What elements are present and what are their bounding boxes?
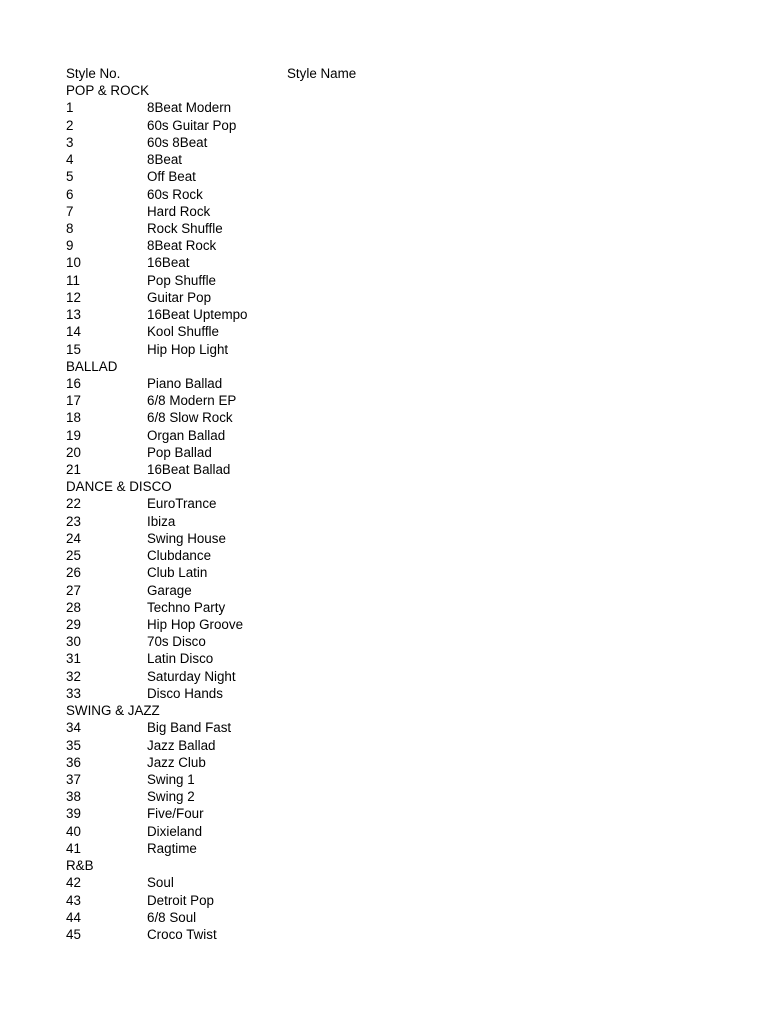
style-name: 6/8 Modern EP [147, 393, 237, 409]
style-row [66, 909, 666, 926]
style-name: Latin Disco [147, 651, 214, 667]
style-row [66, 461, 666, 478]
category-row [66, 857, 666, 874]
style-row [66, 289, 666, 306]
style-number: 14 [66, 324, 81, 340]
style-number: 36 [66, 754, 81, 770]
style-number: 8 [66, 220, 74, 236]
style-row [66, 633, 666, 650]
style-number: 27 [66, 582, 81, 598]
style-number: 45 [66, 926, 81, 942]
style-number: 33 [66, 685, 81, 701]
style-number: 6 [66, 186, 74, 202]
style-number: 28 [66, 599, 81, 615]
category-label: POP & ROCK [66, 83, 150, 99]
style-row [66, 926, 666, 943]
style-number: 40 [66, 823, 81, 839]
style-name: 16Beat Uptempo [147, 307, 248, 323]
style-number: 22 [66, 496, 81, 512]
style-row [66, 788, 666, 805]
style-number: 39 [66, 806, 81, 822]
style-row [66, 719, 666, 736]
style-name: Pop Shuffle [147, 272, 216, 288]
style-number: 10 [66, 255, 81, 271]
style-name: Detroit Pop [147, 892, 214, 908]
style-name: Five/Four [147, 806, 204, 822]
style-name: Swing 2 [147, 789, 195, 805]
category-row [66, 82, 666, 99]
category-row [66, 702, 666, 719]
style-number: 9 [66, 238, 74, 254]
style-name: Piano Ballad [147, 375, 223, 391]
style-number: 2 [66, 117, 74, 133]
style-name: 60s Rock [147, 186, 203, 202]
style-row [66, 599, 666, 616]
style-name: Off Beat [147, 169, 196, 185]
style-row [66, 564, 666, 581]
style-number: 4 [66, 152, 74, 168]
style-name: Pop Ballad [147, 444, 212, 460]
style-number: 16 [66, 375, 81, 391]
style-name: Jazz Ballad [147, 737, 216, 753]
style-row [66, 892, 666, 909]
style-name: 60s 8Beat [147, 134, 208, 150]
style-name: Techno Party [147, 599, 226, 615]
style-name: Hip Hop Groove [147, 617, 244, 632]
style-name: Big Band Fast [147, 720, 232, 736]
style-name: 8Beat Modern [147, 100, 232, 116]
style-row [66, 254, 666, 271]
style-name: 8Beat [147, 152, 182, 168]
style-number: 34 [66, 720, 81, 736]
style-no-header: Style No. [66, 66, 121, 81]
style-number: 20 [66, 444, 81, 460]
style-number: 21 [66, 462, 81, 478]
style-row [66, 203, 666, 220]
category-label: BALLAD [66, 358, 118, 374]
category-row [66, 358, 666, 375]
style-name: 16Beat Ballad [147, 462, 231, 478]
style-name: 60s Guitar Pop [147, 117, 237, 133]
style-name: EuroTrance [147, 496, 217, 512]
style-number: 26 [66, 565, 81, 581]
style-number: 19 [66, 427, 81, 443]
style-number: 41 [66, 840, 81, 856]
style-number: 32 [66, 668, 81, 684]
style-name: 6/8 Slow Rock [147, 410, 233, 426]
style-row [66, 530, 666, 547]
style-name: Guitar Pop [147, 289, 212, 305]
style-row [66, 117, 666, 134]
style-number: 5 [66, 169, 74, 185]
style-name: Rock Shuffle [147, 220, 223, 236]
style-row [66, 272, 666, 289]
style-row [66, 186, 666, 203]
style-name: Swing 1 [147, 771, 195, 787]
style-number: 38 [66, 789, 81, 805]
style-number: 43 [66, 892, 81, 908]
style-number: 7 [66, 203, 74, 219]
style-row [66, 220, 666, 237]
category-label: R&B [66, 858, 94, 874]
style-row [66, 685, 666, 702]
style-name: 6/8 Soul [147, 909, 197, 925]
style-name: Kool Shuffle [147, 324, 219, 340]
style-row [66, 582, 666, 599]
style-name-header: Style Name [287, 66, 357, 81]
style-name: Dixieland [147, 823, 203, 839]
style-row [66, 151, 666, 168]
style-row [66, 823, 666, 840]
style-number: 42 [66, 875, 81, 891]
style-row [66, 547, 666, 564]
style-name: Disco Hands [147, 685, 223, 701]
style-number: 15 [66, 341, 81, 357]
style-name: Jazz Club [147, 754, 206, 770]
style-row [66, 805, 666, 822]
style-row [66, 409, 666, 426]
style-number: 37 [66, 771, 81, 787]
style-number: 12 [66, 289, 81, 305]
style-number: 30 [66, 634, 81, 650]
style-name: Clubdance [147, 548, 212, 564]
style-row [66, 495, 666, 512]
style-number: 29 [66, 617, 81, 632]
style-row [66, 650, 666, 667]
style-name: Ragtime [147, 840, 197, 856]
style-number: 31 [66, 651, 81, 667]
style-row [66, 668, 666, 685]
style-row [66, 323, 666, 340]
style-name: Croco Twist [147, 926, 217, 942]
style-number: 23 [66, 513, 81, 529]
style-row [66, 341, 666, 358]
style-name: Garage [147, 582, 192, 598]
style-number: 25 [66, 548, 81, 564]
header-row [66, 65, 666, 82]
category-label: SWING & JAZZ [66, 703, 160, 719]
style-name: Club Latin [147, 565, 208, 581]
style-name: Soul [147, 875, 174, 891]
style-row [66, 737, 666, 754]
style-row [66, 840, 666, 857]
style-name: Ibiza [147, 513, 176, 529]
style-name: Saturday Night [147, 668, 236, 684]
style-row [66, 754, 666, 771]
style-name: Hard Rock [147, 203, 211, 219]
style-row [66, 392, 666, 409]
style-row [66, 444, 666, 461]
style-name: Organ Ballad [147, 427, 226, 443]
style-name: 70s Disco [147, 634, 206, 650]
style-number: 44 [66, 909, 81, 925]
style-row [66, 134, 666, 151]
style-number: 17 [66, 393, 81, 409]
style-row [66, 616, 666, 633]
style-number: 11 [66, 272, 80, 288]
style-number: 24 [66, 530, 81, 546]
style-number: 1 [66, 100, 74, 116]
style-row [66, 427, 666, 444]
style-row [66, 237, 666, 254]
style-row [66, 874, 666, 891]
style-row [66, 306, 666, 323]
style-row [66, 168, 666, 185]
style-row [66, 375, 666, 392]
style-number: 18 [66, 410, 81, 426]
style-row [66, 99, 666, 116]
style-number: 35 [66, 737, 81, 753]
style-name: Hip Hop Light [147, 341, 229, 357]
style-number: 13 [66, 307, 81, 323]
style-name: 8Beat Rock [147, 238, 217, 254]
style-number: 3 [66, 134, 74, 150]
style-list-sheet [66, 65, 666, 943]
style-row [66, 513, 666, 530]
style-name: 16Beat [147, 255, 190, 271]
category-label: DANCE & DISCO [66, 479, 172, 495]
category-row [66, 478, 666, 495]
style-rows [66, 82, 666, 943]
style-name: Swing House [147, 530, 226, 546]
style-row [66, 771, 666, 788]
